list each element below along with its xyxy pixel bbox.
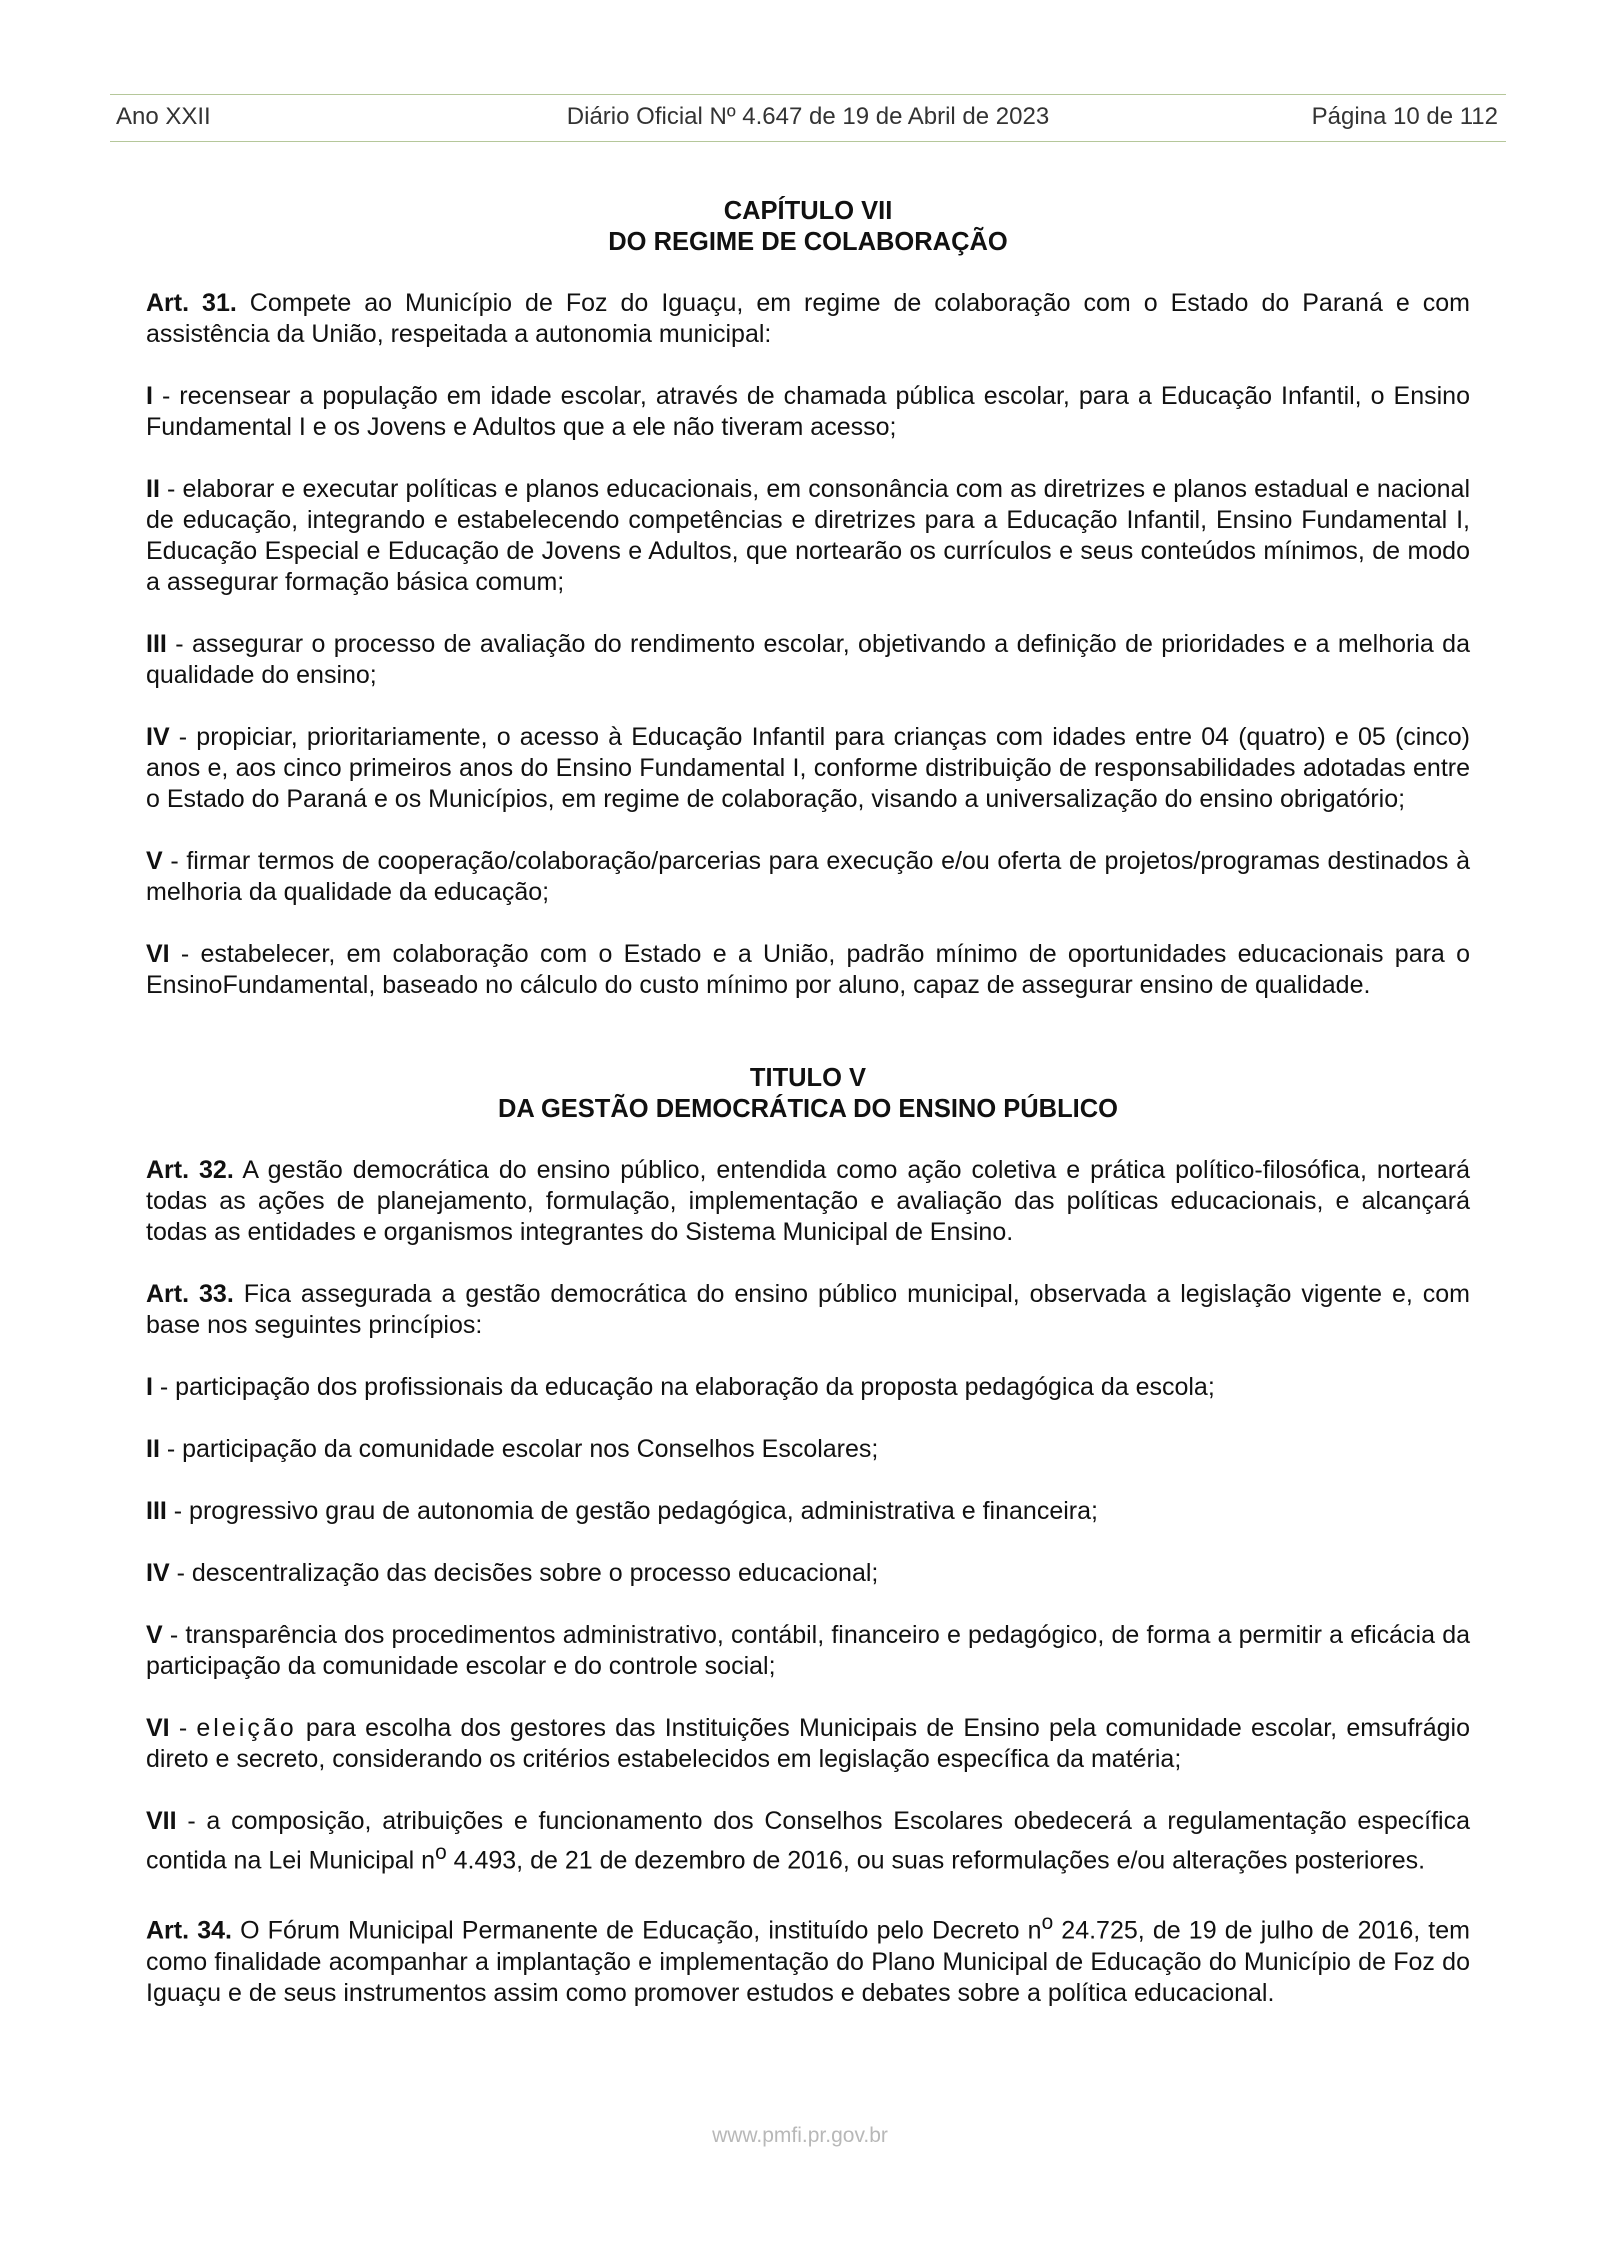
item-number: I: [146, 1373, 153, 1401]
item-text: - assegurar o processo de avaliação do rendimento escolar, objetivando a definição de prioridades e a melhoria da qualidade do ensino;: [146, 630, 1470, 689]
item-number: VI: [146, 1714, 170, 1742]
item-number: VI: [146, 940, 170, 968]
article-label: Art. 32.: [146, 1156, 234, 1184]
item-text: - descentralização das decisões sobre o processo educacional;: [169, 1559, 879, 1587]
item-text: - transparência dos procedimentos administrativo, contábil, financeiro e pedagógico, de forma a permitir a eficácia da participação da comunidade escolar e do controle social;: [146, 1621, 1470, 1680]
article-text: Fica assegurada a gestão democrática do ensino público municipal, observada a legislação vigente e, com base nos seguintes princípios:: [146, 1280, 1470, 1339]
item-text: para escolha dos gestores das Instituições Municipais de Ensino pela comunidade escolar, emsufrágio direto e secreto, considerando os critérios estabelecidos em legislação específica da matéria;: [146, 1714, 1470, 1773]
item-number: V: [146, 847, 163, 875]
item-number: III: [146, 630, 167, 658]
item-number: IV: [146, 723, 170, 751]
article-text-before: O Fórum Municipal Permanente de Educação, instituído pelo Decreto n: [231, 1916, 1042, 1945]
article-31-item-5: [146, 846, 1470, 908]
item-text: - recensear a população em idade escolar, através de chamada pública escolar, para a Educação Infantil, o Ensino Fundamental I e os Jovens e Adultos que a ele não tiveram acesso;: [146, 382, 1470, 441]
ordinal-superscript: o: [1041, 1911, 1054, 1935]
page-header: [110, 94, 1506, 142]
item-spaced-word: eleição: [196, 1714, 297, 1742]
article-33-item-6: [146, 1713, 1470, 1775]
article-31-item-3: [146, 629, 1470, 691]
article-label: Art. 33.: [146, 1280, 234, 1308]
footer-website-link[interactable]: www.pmfi.pr.gov.br: [712, 2124, 888, 2147]
item-number: II: [146, 1435, 160, 1463]
item-text: - firmar termos de cooperação/colaboração/parcerias para execução e/ou oferta de projetos/programas destinados à melhoria da qualidade da educação;: [146, 847, 1470, 906]
article-33-item-2: [146, 1434, 1470, 1465]
item-number: I: [146, 382, 153, 410]
item-dash: -: [169, 1714, 197, 1742]
item-text: - participação dos profissionais da educação na elaboração da proposta pedagógica da escola;: [152, 1373, 1215, 1401]
chapter-number: CAPÍTULO VII: [723, 197, 893, 225]
item-number: IV: [146, 1559, 170, 1587]
item-number: VII: [146, 1807, 177, 1835]
article-31-item-1: [146, 381, 1470, 443]
article-34: [146, 1907, 1470, 2008]
chapter-title: DO REGIME DE COLABORAÇÃO: [608, 228, 1008, 256]
article-label: Art. 34.: [146, 1916, 232, 1945]
article-33-item-7: [146, 1806, 1470, 1876]
item-number: II: [146, 475, 160, 503]
item-text-after: 4.493, de 21 de dezembro de 2016, ou suas reformulações e/ou alterações posteriores.: [446, 1846, 1426, 1875]
item-text: - propiciar, prioritariamente, o acesso à Educação Infantil para crianças com idades entre 04 (quatro) e 05 (cinco) anos e, aos cinco primeiros anos do Ensino Fundamental I, conforme distribuição de responsabilidades adotadas entre o Estado do Paraná e os Municípios, em regime de colaboração, visando a universalização do ensino obrigatório;: [146, 723, 1470, 813]
chapter-heading: [146, 196, 1470, 258]
article-label: Art. 31.: [146, 289, 237, 317]
title-heading: [146, 1063, 1470, 1125]
ordinal-superscript: o: [435, 1841, 447, 1864]
article-31-item-6: [146, 939, 1470, 1001]
article-33-item-5: [146, 1620, 1470, 1682]
article-text: Compete ao Município de Foz do Iguaçu, em regime de colaboração com o Estado do Paraná e com assistência da União, respeitada a autonomia municipal:: [146, 289, 1470, 348]
article-33-item-4: [146, 1558, 1470, 1589]
item-text-before: - a composição, atribuições e funcionamento dos Conselhos Escolares obedecerá a regulamentação específica contida na Lei Municipal n: [146, 1807, 1470, 1875]
article-33-item-3: [146, 1496, 1470, 1527]
header-gazette-title: Diário Oficial Nº 4.647 de 19 de Abril de 2023: [566, 103, 1050, 130]
item-text: - participação da comunidade escolar nos Conselhos Escolares;: [159, 1435, 879, 1463]
title-number: TITULO V: [749, 1064, 867, 1092]
article-32: [146, 1155, 1470, 1248]
item-text: - progressivo grau de autonomia de gestão pedagógica, administrativa e financeira;: [166, 1497, 1098, 1525]
item-text: - elaborar e executar políticas e planos educacionais, em consonância com as diretrizes e planos estadual e nacional de educação, integrando e estabelecendo competências e diretrizes para a Educação Infantil, Ensino Fundamental I, Educação Especial e Educação de Jovens e Adultos, que nortearão os currículos e seus conteúdos mínimos, de modo a assegurar formação básica comum;: [146, 475, 1470, 596]
article-31-item-2: [146, 474, 1470, 598]
item-number: III: [146, 1497, 167, 1525]
title-name: DA GESTÃO DEMOCRÁTICA DO ENSINO PÚBLICO: [497, 1095, 1119, 1123]
article-33: [146, 1279, 1470, 1341]
header-page-number: Página 10 de 112: [1311, 103, 1498, 130]
article-33-item-1: [146, 1372, 1470, 1403]
article-text-after: 24.725, de 19 de julho de 2016, tem como finalidade acompanhar a implantação e implementação do Plano Municipal de Educação do Município de Foz do Iguaçu e de seus instrumentos assim como promover estudos e debates sobre a política educacional.: [146, 1916, 1470, 2007]
document-body: [146, 196, 1470, 2009]
item-number: V: [146, 1621, 163, 1649]
article-31: [146, 288, 1470, 350]
header-year: Ano XXII: [116, 103, 211, 130]
item-text: - estabelecer, em colaboração com o Estado e a União, padrão mínimo de oportunidades educacionais para o EnsinoFundamental, baseado no cálculo do custo mínimo por aluno, capaz de assegurar ensino de qualidade.: [146, 940, 1470, 999]
article-text: A gestão democrática do ensino público, entendida como ação coletiva e prática político-filosófica, norteará todas as ações de planejamento, formulação, implementação e avaliação das políticas educacionais, e alcançará todas as entidades e organismos integrantes do Sistema Municipal de Ensino.: [146, 1156, 1470, 1246]
article-31-item-4: [146, 722, 1470, 815]
